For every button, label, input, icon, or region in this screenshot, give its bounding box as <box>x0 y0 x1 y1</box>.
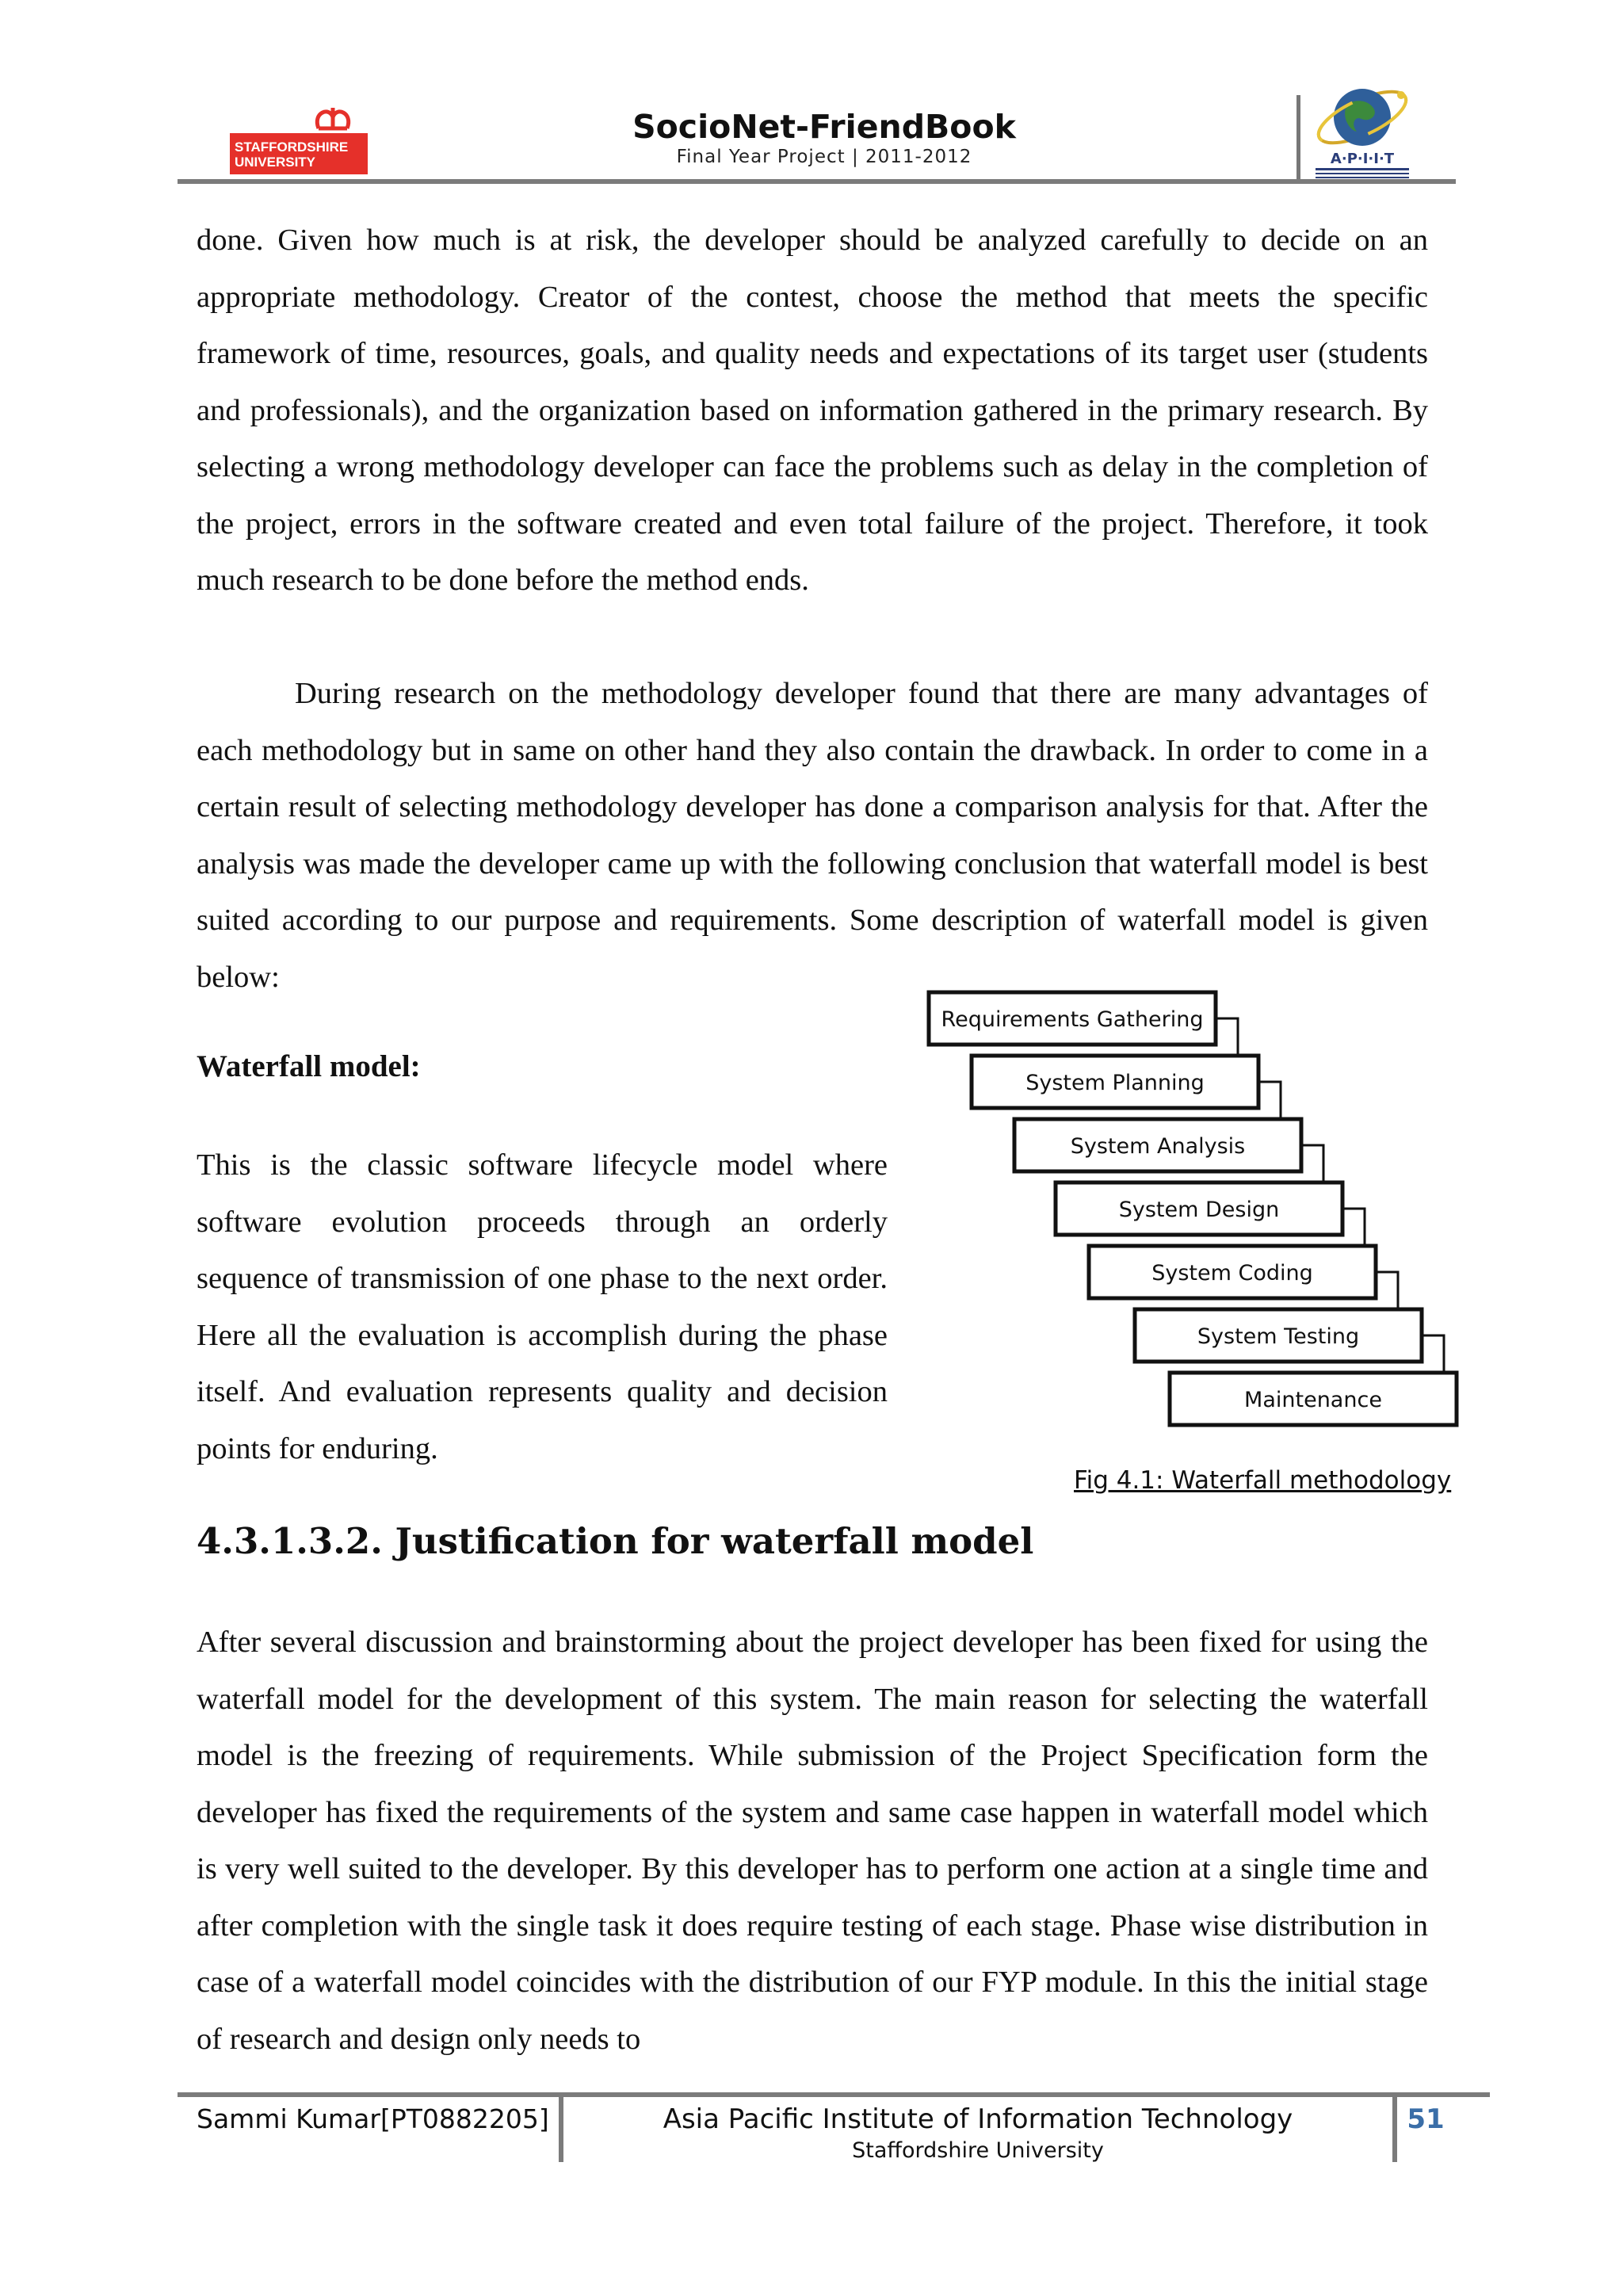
footer-rule <box>178 2092 1490 2097</box>
header-divider <box>1296 95 1300 181</box>
header-rule <box>178 179 1456 184</box>
waterfall-diagram <box>919 983 1474 1442</box>
waterfall-model-heading: Waterfall model: <box>197 1049 421 1083</box>
waterfall-stage-label: System Coding <box>1151 1261 1313 1286</box>
footer-divider-right <box>1392 2097 1397 2162</box>
waterfall-stage-label: Maintenance <box>1244 1388 1382 1412</box>
paragraph-justification: After several discussion and brainstorming about the project developer has been fixed for using the waterfall model for the development of this system. The main reason for selecting the waterfall model is the freezing of requirements. While submission of the Project Specification form the developer has fixed the requirements of the system and same case happen in waterfall model which is very well suited to the developer. By this developer has to perform one action at a single time and after completion with the single task it does require testing of each stage. Phase wise distribution in case of a waterfall model coincides with the distribution of our FYP module. In this the initial stage of research and design only needs to <box>197 1626 1428 2056</box>
document-subtitle: Final Year Project | 2011-2012 <box>676 147 972 167</box>
waterfall-stage-label: System Design <box>1118 1198 1280 1222</box>
paragraph-methodology-risk: done. Given how much is at risk, the developer should be analyzed carefully to decide on an appropriate methodology. Creator of the contest, choose the method that meets the specific framework of time, resources, goals, and quality needs and expectations of its target user (students and professionals), and the organization based on information gathered in the primary research. By selecting a wrong methodology developer can face the problems such as delay in the completion of the project, errors in the software created and even total failure of the project. Therefore, it took much research to be done before the method ends. <box>197 223 1428 597</box>
waterfall-stage-label: System Testing <box>1197 1324 1360 1349</box>
apiit-globe-logo <box>1309 76 1415 181</box>
document-title: SocioNet-FriendBook <box>632 108 1016 146</box>
waterfall-stage <box>1170 1373 1457 1425</box>
staffordshire-university-logo <box>230 103 368 174</box>
footer-university: Staffordshire University <box>852 2138 1104 2163</box>
staffs-logo-text: STAFFORDSHIRE UNIVERSITY <box>235 139 349 170</box>
footer-institute: Asia Pacific Institute of Information Technology <box>663 2103 1293 2135</box>
waterfall-stage-label: Requirements Gathering <box>941 1007 1204 1032</box>
paragraph-waterfall-description: This is the classic software lifecycle model where software evolution proceeds through an orderly sequence of transmission of one phase to the next order. Here all the evaluation is accomplish during the phase itself. And evaluation represents quality and decision points for enduring. <box>197 1148 888 1465</box>
paragraph-methodology-research: During research on the methodology developer found that there are many advantages of each methodology but in same on other hand they also contain the drawback. In order to come in a certain result of selecting methodology developer has done a comparison analysis for that. After the analysis was made the developer came up with the following conclusion that waterfall model is best suited according to our purpose and requirements. Some description of waterfall model is given below: <box>197 677 1428 994</box>
footer-divider-left <box>559 2097 563 2162</box>
waterfall-stage-label: System Analysis <box>1070 1134 1246 1159</box>
figure-caption: Fig 4.1: Waterfall methodology <box>1074 1466 1452 1495</box>
page-number: 51 <box>1407 2103 1445 2135</box>
section-heading: 4.3.1.3.2. Justification for waterfall model <box>197 1520 1034 1562</box>
footer-author: Sammi Kumar[PT0882205] <box>197 2103 549 2134</box>
waterfall-stage-label: System Planning <box>1025 1071 1205 1095</box>
apiit-logo-text: A·P·I·I·T <box>1330 151 1395 167</box>
